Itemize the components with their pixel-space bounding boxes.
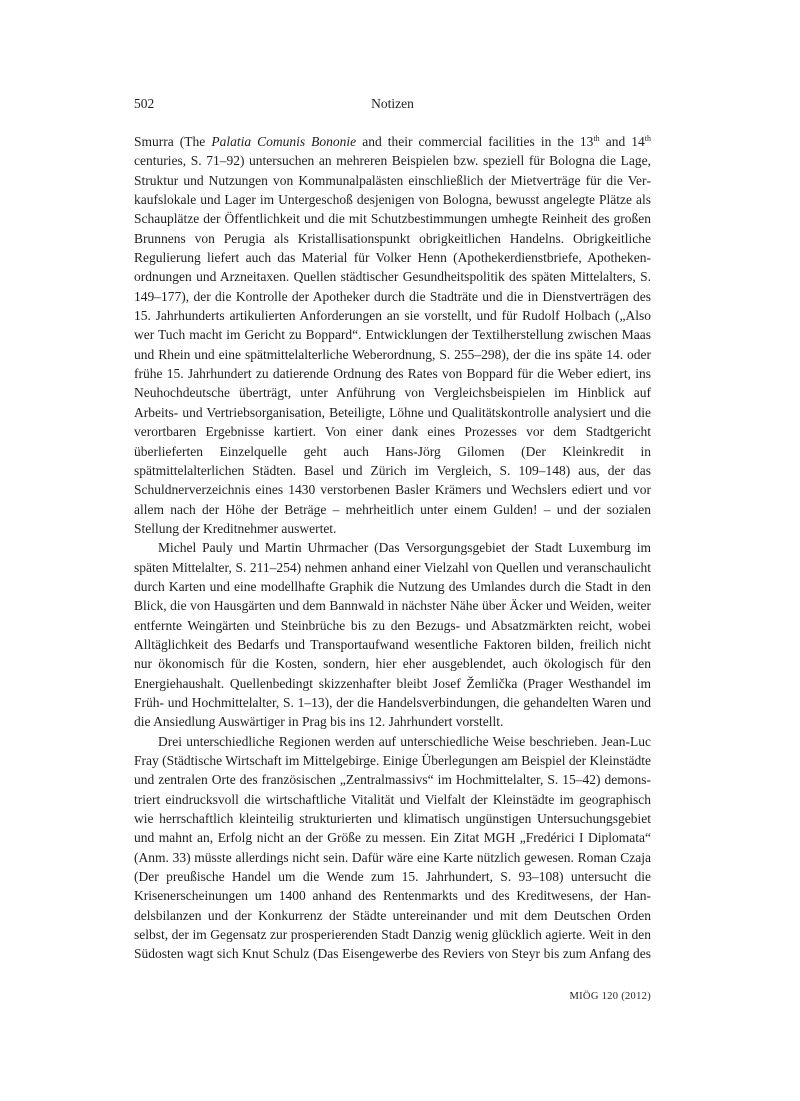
paragraph-3 [134,732,651,962]
page-number: 502 [134,96,155,111]
running-head: Notizen [371,96,414,111]
body-text [134,132,651,962]
superscript: th [593,134,600,143]
paragraph-2 [134,538,651,731]
superscript: th [644,134,651,143]
journal-footer: MIÖG 120 (2012) [569,991,651,1002]
page-header [134,95,651,113]
italic-title: Palatia Comunis Bononie [211,134,357,149]
text-run: centuries, S. 71–92) untersuchen an mehreren Beispielen bzw. speziell für Bologna die Lage, Struktur und Nutzungen von Kommunalpalästen einschließlich der Mietverträge für die Verkaufslokale und Lager im Untergeschoß desjenigen von Bologna, bewusst angelegte Plätze als Schauplätze der Öffentlichkeit und die mit Schutzbestimmungen umhegte Reinheit des großen Brunnens von Perugia als Kristallisationspunkt obrigkeitlichen Handelns. Obrigkeitliche Regulierung liefert auch das Material für Volker Henn (Apothekerdienstbriefe, Apothekenordnungen und Arzneitaxen. Quellen städtischer Gesundheitspolitik des späten Mittelalters, S. 149–177), der die Kontrolle der Apotheker durch die Stadträte und die in Dienstverträgen des 15. Jahrhunderts artikulierten Anforderungen an sie vorstellt, und für Rudolf Holbach („Also wer Tuch macht im Gericht zu Boppard“. Entwicklungen der Textilherstellung zwischen Maas und Rhein und eine spätmittelalterliche Weberordnung, S. 255–298), der die ins späte 14. oder frühe 15. Jahrhundert zu datierende Ordnung des Rates von Boppard für die Weber ediert, ins Neuhochdeutsche überträgt, unter Anführung von Vergleichsbeispielen im Hinblick auf Arbeits- und Vertriebsorganisation, Beteiligte, Löhne und Qualitätskontrolle analysiert und die verortbaren Ergebnisse kartiert. Von einer dank eines Prozesses vor dem Stadtgericht überlieferten Einzelquelle geht auch Hans-Jörg Gilomen (Der Kleinkredit in spätmittelalterlichen Städten. Basel und Zürich im Vergleich, S. 109–148) aus, der das Schuldnerverzeichnis eines 1430 verstorbenen Basler Krämers und Wechslers ediert und vor allem nach der Höhe der Beträge – mehrheitlich unter einem Gulden! – und der sozialen Stellung der Kreditnehmer auswertet. [134,153,651,536]
text-run: Smurra (The [134,134,212,149]
text-run: and their commercial facilities in the 13 [356,134,594,149]
text-run: Michel Pauly und Martin Uhrmacher (Das Versorgungsgebiet der Stadt Luxemburg im späten Mittelalter, S. 211–254) nehmen anhand einer Vielzahl von Quellen und veranschaulicht durch Karten und eine modellhafte Graphik die Nutzung des Umlandes durch die Stadt in den Blick, die von Hausgärten und dem Bannwald in nächster Nähe über Äcker und Weiden, weiter entfernte Weingärten und Steinbrüche bis zu den Bezugs- und Absatzmärkten reicht, wobei Alltäglichkeit des Bedarfs und Transportaufwand wesentliche Faktoren bilden, freilich nicht nur ökonomisch für die Kosten, sondern, hier eher ausgeblendet, auch ökologisch für den Energiehaushalt. Quellenbedingt skizzenhafter bleibt Josef Žemlička (Prager Westhandel im Früh- und Hochmittelalter, S. 1–13), der die Handelsverbindungen, die gehandelten Waren und die Ansiedlung Auswärtiger in Prag bis ins 12. Jahrhundert vorstellt. [134,540,651,730]
text-run: and 14 [599,134,645,149]
paragraph-1 [134,132,651,538]
text-run: Drei unterschiedliche Regionen werden auf unterschiedliche Weise beschrieben. Jean-Luc Fray (Städtische Wirtschaft im Mittelgebirge. Einige Überlegungen am Beispiel der Kleinstädte und zentralen Orte des französischen „Zentralmassivs“ im Hochmittelalter, S. 15–42) demonstriert eindrucksvoll die wirtschaftliche Vitalität und Vielfalt der Kleinstädte im geographisch wie herrschaftlich kleinteilig strukturierten und klimatisch ungünstigen Untersuchungsgebiet und mahnt an, Erfolg nicht an der Größe zu messen. Ein Zitat MGH „Fredérici I Diplomata“ (Anm. 33) müsste allerdings nicht sein. Dafür wäre eine Karte nützlich gewesen. Roman Czaja (Der preußische Handel um die Wende zum 15. Jahrhundert, S. 93–108) untersucht die Krisenerscheinungen um 1400 anhand des Rentenmarkts und des Kreditwesens, der Handelsbilanzen und der Konkurrenz der Städte untereinander und mit dem Deutschen Orden selbst, der im Gegensatz zur prosperierenden Stadt Danzig wenig glücklich agierte. Weit in den Südosten wagt sich Knut Schulz (Das Eisengewerbe des Reviers von Steyr bis zum Anfang des [134,733,651,962]
